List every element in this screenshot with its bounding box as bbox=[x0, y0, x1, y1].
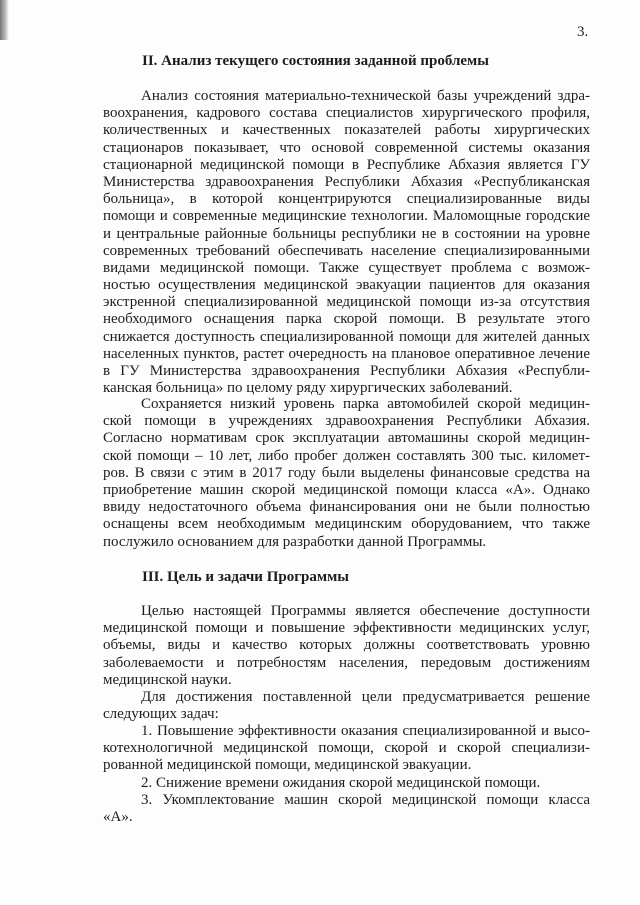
text-line: помощи и современные медицинские технологии. Маломощные городские bbox=[103, 208, 590, 225]
text-line: снижается доступность специализированной помощи для жителей данных bbox=[103, 328, 590, 345]
paragraph bbox=[103, 603, 590, 689]
text-line: Для достижения поставленной цели предусматривается решение bbox=[141, 689, 590, 705]
scan-edge-artifact bbox=[0, 0, 9, 40]
text-line: рованной медицинской помощи, медицинской эвакуации. bbox=[103, 757, 472, 774]
text-line: послужило основанием для разработки данной Программы. bbox=[103, 533, 487, 550]
section-heading-2: II. Анализ текущего состояния заданной проблемы bbox=[142, 53, 489, 69]
paragraph bbox=[103, 88, 590, 397]
text-line: ской помощи – 10 лет, либо пробег должен составлять 300 тыс. километ- bbox=[103, 447, 590, 464]
text-line: оснащены всем необходимым медицинским оборудованием, что также bbox=[103, 516, 590, 533]
text-line: медицинской помощи и повышение эффективности медицинских услуг, bbox=[103, 620, 590, 637]
text-line: следующих задач: bbox=[103, 706, 219, 723]
text-line: ввиду недостаточного объема финансирования они не были полностью bbox=[103, 499, 590, 516]
text-line: экстренной специализированной медицинской помощи из-за отсутствия bbox=[103, 294, 590, 311]
text-line: стационарной медицинской помощи в Республике Абхазия является ГУ bbox=[103, 156, 590, 173]
text-line: медицинской науки. bbox=[103, 671, 232, 688]
text-line: в ГУ Министерства здравоохранения Республики Абхазия «Республи- bbox=[103, 363, 590, 379]
text-line: стационаров показывает, что основой современной системы оказания bbox=[103, 139, 590, 156]
text-line: больница», в которой концентрируются специализированные виды bbox=[103, 191, 590, 208]
text-line: приобретение машин скорой медицинской помощи класса «А». Однако bbox=[103, 481, 590, 498]
text-line: объемы, виды и качество которых должны соответствовать уровню bbox=[103, 637, 590, 654]
list-item bbox=[103, 723, 590, 775]
paragraph bbox=[103, 396, 590, 551]
text-line: Целью настоящей Программы является обеспечение доступности bbox=[141, 603, 590, 619]
text-line: 2. Снижение времени ожидания скорой медицинской помощи. bbox=[141, 775, 541, 791]
text-line: заболеваемости и потребностям населения, передовым достижениям bbox=[103, 654, 590, 671]
text-line: Согласно нормативам срок эксплуатации автомашины скорой медицин- bbox=[103, 430, 590, 447]
text-line: ностью осуществления медицинской эвакуации пациентов для оказания bbox=[103, 277, 590, 294]
list-item bbox=[103, 792, 590, 826]
text-line: «А». bbox=[103, 809, 133, 826]
text-line: видами медицинской помощи. Также существует проблема с возмож- bbox=[103, 259, 590, 276]
text-line: котехнологичной медицинской помощи, скорой и скорой специализи- bbox=[103, 740, 590, 757]
text-line: 1. Повышение эффективности оказания специализированной и высо- bbox=[141, 723, 590, 739]
text-line: Сохраняется низкий уровень парка автомобилей скорой медицин- bbox=[141, 396, 590, 412]
text-line: населенных пунктов, растет очередность на плановое оперативное лечение bbox=[103, 345, 590, 362]
text-line: количественных и качественных показателей работы хирургических bbox=[103, 122, 590, 139]
text-line: ской помощи в учреждениях здравоохранения Республики Абхазия. bbox=[103, 413, 590, 430]
paragraph bbox=[103, 689, 590, 723]
text-line: 3. Укомплектование машин скорой медицинской помощи класса bbox=[141, 792, 590, 808]
text-line: Анализ состояния материально-технической базы учреждений здра- bbox=[141, 88, 590, 104]
text-line: необходимого оснащения парка скорой помощи. В результате этого bbox=[103, 311, 590, 328]
text-line: ров. В связи с этим в 2017 году были выделены финансовые средства на bbox=[103, 464, 590, 481]
text-line: Министерства здравоохранения Республики Абхазия «Республиканская bbox=[103, 173, 590, 190]
text-line: и центральные районные больницы республики не в состоянии на уровне bbox=[103, 225, 590, 242]
section-heading-3: III. Цель и задачи Программы bbox=[142, 569, 350, 585]
text-line: канская больница» по целому ряду хирургических заболеваний. bbox=[103, 380, 513, 397]
text-line: современных требований обеспечивать население специализированными bbox=[103, 242, 590, 259]
page-number: 3. bbox=[577, 24, 589, 40]
text-line: воохранения, кадрового состава специалистов хирургического профиля, bbox=[103, 105, 590, 122]
list-item bbox=[103, 775, 590, 792]
